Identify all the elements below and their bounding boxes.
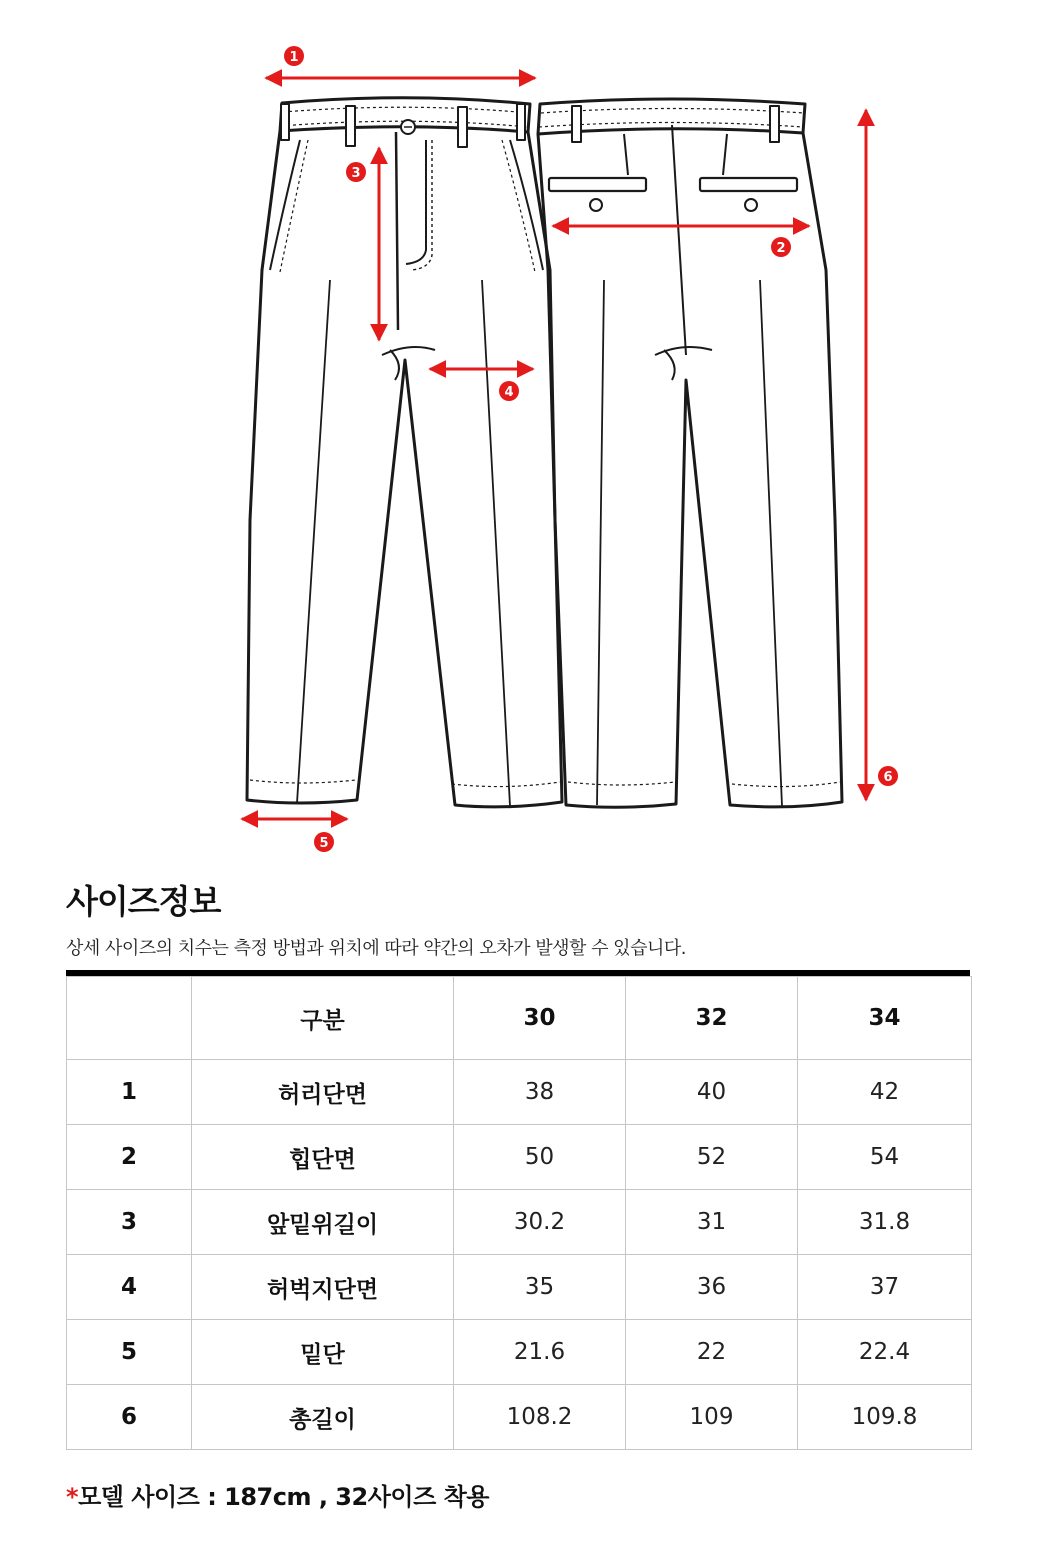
row-index: 2 xyxy=(67,1125,192,1190)
marker-3 xyxy=(346,162,366,182)
row-value: 42 xyxy=(798,1060,972,1125)
pants-front-view xyxy=(247,98,562,807)
row-value: 21.6 xyxy=(454,1320,626,1385)
svg-text:2: 2 xyxy=(776,241,786,256)
marker-5 xyxy=(314,832,334,852)
row-value: 35 xyxy=(454,1255,626,1320)
row-value: 40 xyxy=(626,1060,798,1125)
row-index: 6 xyxy=(67,1385,192,1450)
row-index: 4 xyxy=(67,1255,192,1320)
marker-4 xyxy=(499,381,519,401)
table-row xyxy=(67,1255,972,1320)
row-label: 밑단 xyxy=(192,1320,454,1385)
row-value: 37 xyxy=(798,1255,972,1320)
row-label: 총길이 xyxy=(192,1385,454,1450)
header-cell: 구분 xyxy=(192,977,454,1060)
row-value: 22 xyxy=(626,1320,798,1385)
svg-text:1: 1 xyxy=(289,50,299,65)
header-cell: 34 xyxy=(798,977,972,1060)
marker-badges xyxy=(284,46,898,852)
size-table xyxy=(66,976,972,1450)
row-value: 50 xyxy=(454,1125,626,1190)
marker-2 xyxy=(771,237,791,257)
row-label: 힙단면 xyxy=(192,1125,454,1190)
header-cell xyxy=(67,977,192,1060)
table-header-row xyxy=(67,977,972,1060)
row-value: 109.8 xyxy=(798,1385,972,1450)
row-label: 앞밑위길이 xyxy=(192,1190,454,1255)
row-label: 허벅지단면 xyxy=(192,1255,454,1320)
size-info-title: 사이즈정보 xyxy=(66,882,221,921)
table-row xyxy=(67,1125,972,1190)
row-value: 38 xyxy=(454,1060,626,1125)
row-value: 30.2 xyxy=(454,1190,626,1255)
size-info-subtitle: 상세 사이즈의 치수는 측정 방법과 위치에 따라 약간의 오차가 발생할 수 있습니다. xyxy=(66,938,686,959)
row-label: 허리단면 xyxy=(192,1060,454,1125)
row-index: 1 xyxy=(67,1060,192,1125)
note-text: 모델 사이즈 : 187cm , 32사이즈 착용 xyxy=(78,1483,489,1511)
header-cell: 32 xyxy=(626,977,798,1060)
row-value: 54 xyxy=(798,1125,972,1190)
svg-text:3: 3 xyxy=(351,166,361,181)
table-row xyxy=(67,1320,972,1385)
model-size-note xyxy=(66,1477,489,1512)
table-row xyxy=(67,1385,972,1450)
row-index: 5 xyxy=(67,1320,192,1385)
table-row xyxy=(67,1190,972,1255)
note-asterisk: * xyxy=(66,1483,79,1511)
row-value: 36 xyxy=(626,1255,798,1320)
row-value: 108.2 xyxy=(454,1385,626,1450)
row-value: 109 xyxy=(626,1385,798,1450)
table-row xyxy=(67,1060,972,1125)
svg-text:4: 4 xyxy=(504,385,514,400)
svg-text:5: 5 xyxy=(319,836,329,851)
pants-back-view xyxy=(538,99,842,807)
svg-text:6: 6 xyxy=(883,770,893,785)
marker-6 xyxy=(878,766,898,786)
row-index: 3 xyxy=(67,1190,192,1255)
row-value: 31 xyxy=(626,1190,798,1255)
header-cell: 30 xyxy=(454,977,626,1060)
marker-1 xyxy=(284,46,304,66)
row-value: 31.8 xyxy=(798,1190,972,1255)
row-value: 22.4 xyxy=(798,1320,972,1385)
row-value: 52 xyxy=(626,1125,798,1190)
